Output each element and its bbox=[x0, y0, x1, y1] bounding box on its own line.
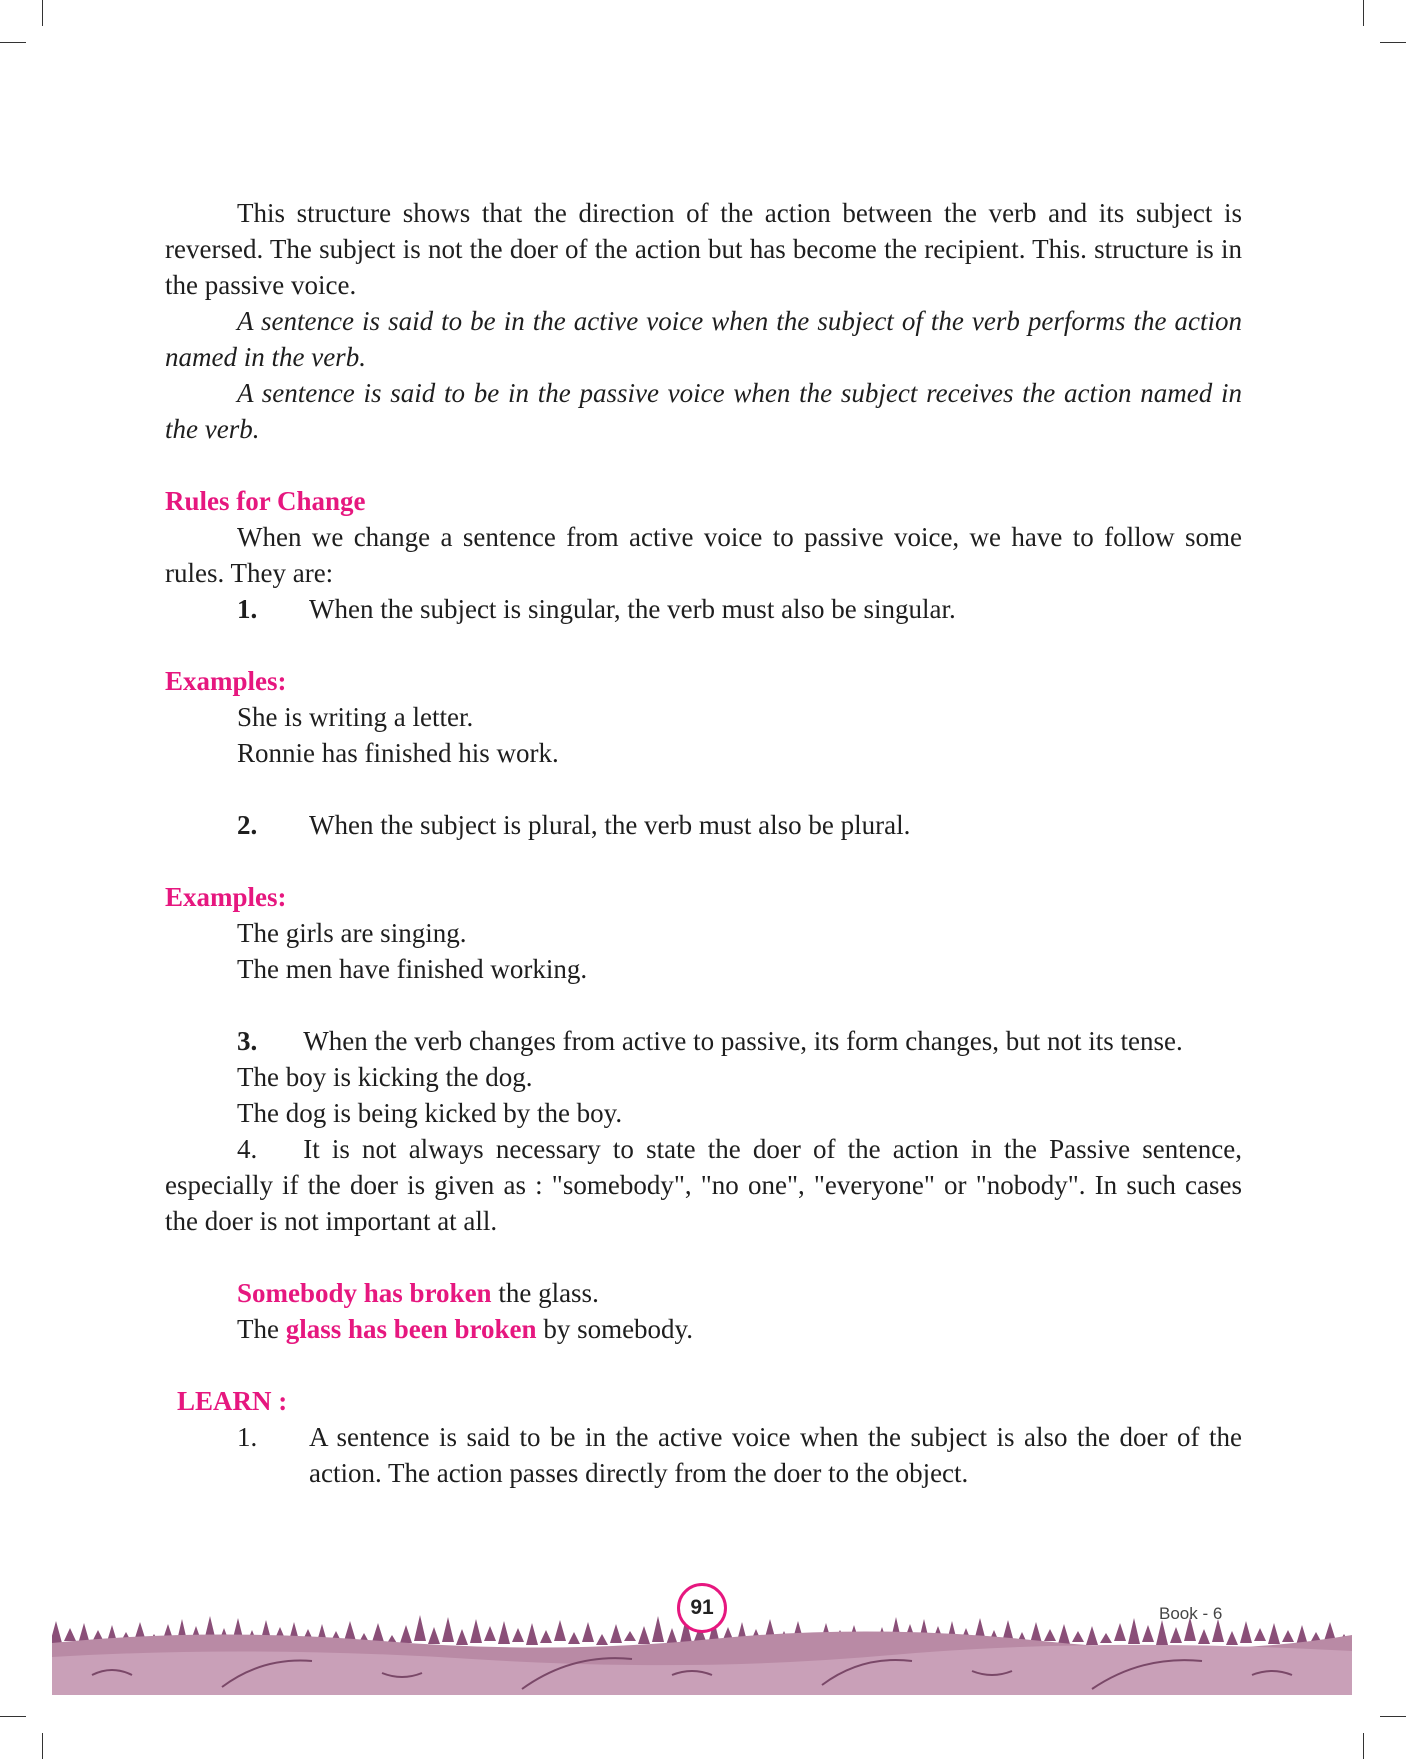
tree-shape bbox=[1058, 1624, 1070, 1644]
crop-mark bbox=[0, 42, 26, 43]
learn-text: A sentence is said to be in the active voice when the subject is also the doer of the action. The action passes directly from the doer to the object. bbox=[309, 1422, 1242, 1488]
tree-shape bbox=[1100, 1633, 1112, 1643]
crop-mark bbox=[42, 0, 43, 26]
tree-shape bbox=[1086, 1626, 1098, 1645]
example-active-sentence bbox=[237, 1275, 1242, 1311]
tree-shape bbox=[52, 1621, 62, 1643]
tree-shape bbox=[498, 1621, 510, 1644]
tree-shape bbox=[484, 1626, 496, 1641]
tree-shape bbox=[540, 1630, 552, 1643]
example-sentence: The men have finished working. bbox=[237, 954, 588, 984]
tree-shape bbox=[1170, 1627, 1182, 1643]
rule-number: 1. bbox=[237, 594, 258, 624]
tree-shape bbox=[526, 1623, 538, 1645]
rule-text: When the subject is singular, the verb must also be singular. bbox=[309, 594, 956, 624]
tree-shape bbox=[554, 1620, 566, 1641]
tree-shape bbox=[372, 1623, 384, 1642]
sentence-start: The bbox=[237, 1314, 286, 1344]
tree-shape bbox=[512, 1628, 524, 1642]
tree-shape bbox=[652, 1616, 664, 1642]
tree-shape bbox=[582, 1622, 594, 1642]
page-content bbox=[165, 195, 1242, 1491]
sentence-rest: the glass. bbox=[491, 1278, 599, 1308]
crop-mark bbox=[1363, 0, 1364, 26]
crop-mark bbox=[42, 1733, 43, 1759]
rule-number: 2. bbox=[237, 810, 258, 840]
rule-text: It is not always necessary to state the doer of the action in the Passive sentence, especially if the doer is given as : "somebody", "no one", "everyone" or "nobody". In such cases the doer is not important at all. bbox=[165, 1134, 1242, 1236]
examples-heading: Examples: bbox=[165, 882, 287, 912]
tree-shape bbox=[1198, 1629, 1210, 1644]
page-number-badge: 91 bbox=[677, 1583, 727, 1633]
learn-heading: LEARN : bbox=[177, 1386, 288, 1416]
tree-shape bbox=[1044, 1629, 1056, 1641]
active-voice-definition: A sentence is said to be in the active voice when the subject of the verb performs the action named in the verb. bbox=[165, 306, 1242, 372]
crop-mark bbox=[1380, 1716, 1406, 1717]
example-sentence: The dog is being kicked by the boy. bbox=[237, 1098, 623, 1128]
tree-shape bbox=[1114, 1623, 1126, 1641]
intro-paragraph: This structure shows that the direction of the action between the verb and its subject is reversed. The subject is not the doer of the action but has become the recipient. This. structure is in the passive voice. bbox=[165, 198, 1242, 300]
tree-shape bbox=[624, 1631, 636, 1641]
rule-4 bbox=[165, 1131, 1242, 1239]
example-sentence: The boy is kicking the dog. bbox=[237, 1062, 533, 1092]
rule-text: When the subject is plural, the verb must also be plural. bbox=[309, 810, 911, 840]
tree-shape bbox=[1226, 1631, 1238, 1645]
tree-shape bbox=[610, 1624, 622, 1643]
tree-shape bbox=[470, 1619, 482, 1643]
tree-shape bbox=[1254, 1628, 1266, 1641]
rule-text: When the verb changes from active to passive, its form changes, but not its tense. bbox=[303, 1026, 1183, 1056]
tree-shape bbox=[1072, 1631, 1084, 1642]
passive-voice-definition: A sentence is said to be in the passive voice when the subject receives the action named in the verb. bbox=[165, 378, 1242, 444]
rule-2 bbox=[237, 807, 1242, 843]
rules-heading: Rules for Change bbox=[165, 486, 366, 516]
book-label: Book - 6 bbox=[1159, 1604, 1223, 1623]
rule-number: 4. bbox=[237, 1134, 258, 1164]
highlighted-phrase: Somebody has broken bbox=[237, 1278, 492, 1308]
crop-mark bbox=[1380, 42, 1406, 43]
example-sentence: Ronnie has finished his work. bbox=[237, 738, 559, 768]
rule-number: 3. bbox=[237, 1026, 258, 1056]
examples-heading: Examples: bbox=[165, 666, 287, 696]
tree-shape bbox=[1142, 1625, 1154, 1642]
tree-shape bbox=[1282, 1630, 1294, 1642]
rule-1 bbox=[237, 591, 1242, 627]
tree-shape bbox=[344, 1621, 356, 1641]
tree-shape bbox=[400, 1625, 412, 1643]
rule-3 bbox=[165, 1023, 1242, 1059]
highlighted-phrase: glass has been broken bbox=[285, 1314, 537, 1344]
learn-item-1 bbox=[237, 1419, 1242, 1491]
tree-shape bbox=[428, 1627, 440, 1644]
tree-shape bbox=[442, 1617, 454, 1642]
tree-shape bbox=[568, 1632, 580, 1644]
tree-shape bbox=[1030, 1622, 1042, 1643]
tree-shape bbox=[64, 1628, 76, 1641]
tree-shape bbox=[638, 1626, 650, 1644]
tree-shape bbox=[414, 1615, 426, 1641]
sentence-rest: by somebody. bbox=[536, 1314, 694, 1344]
crop-mark bbox=[0, 1716, 26, 1717]
tree-shape bbox=[596, 1634, 608, 1645]
rules-intro: When we change a sentence from active voice to passive voice, we have to follow some rules. They are: bbox=[165, 522, 1242, 588]
tree-shape bbox=[1268, 1623, 1280, 1644]
example-sentence: The girls are singing. bbox=[237, 918, 467, 948]
example-passive-sentence bbox=[237, 1311, 1242, 1347]
crop-mark bbox=[1363, 1733, 1364, 1759]
example-sentence: She is writing a letter. bbox=[237, 702, 474, 732]
tree-shape bbox=[1240, 1621, 1252, 1643]
learn-number: 1. bbox=[237, 1422, 258, 1452]
tree-shape bbox=[456, 1629, 468, 1645]
tree-shape bbox=[1128, 1618, 1140, 1644]
